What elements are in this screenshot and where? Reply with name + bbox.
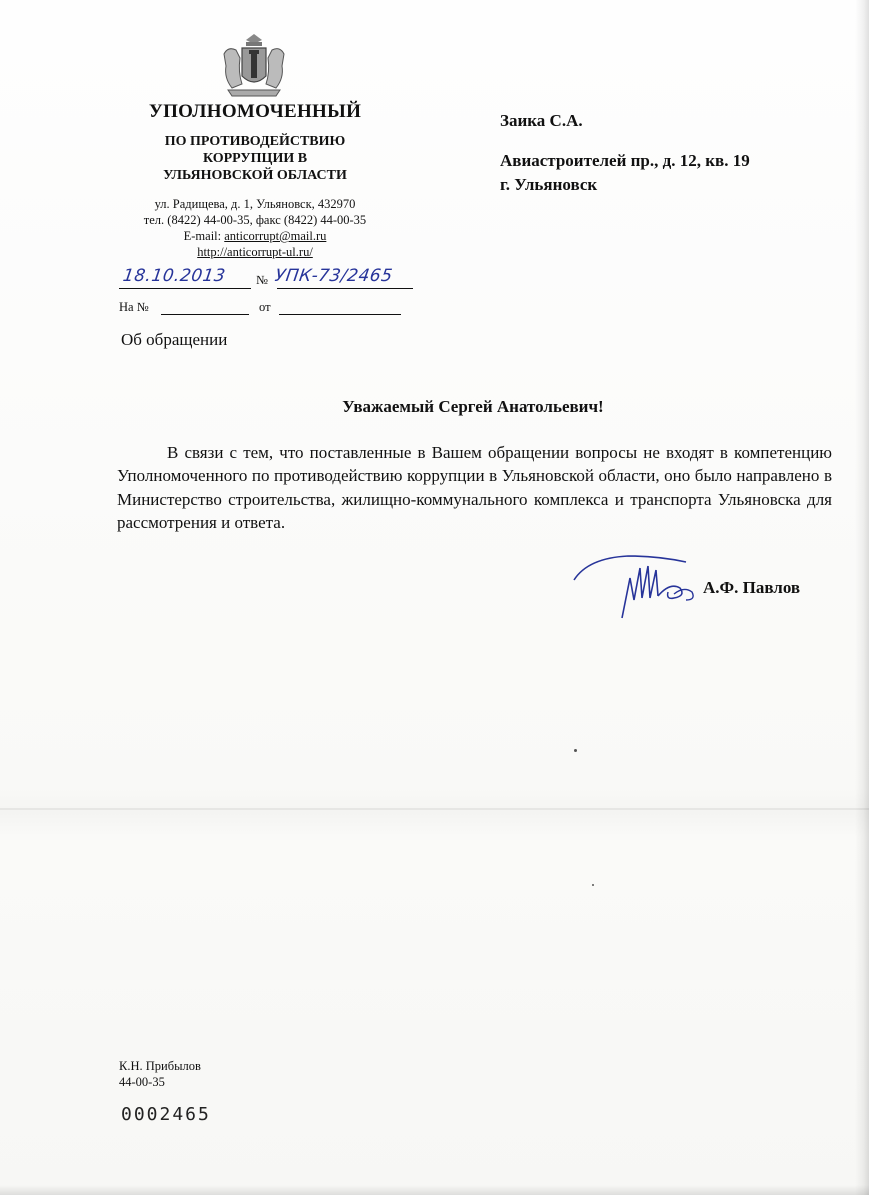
number-underline: [277, 288, 413, 289]
reply-from-label: от: [259, 300, 271, 314]
number-sign: №: [256, 273, 268, 287]
sender-subtitle: [105, 133, 405, 184]
letter-subject: Об обращении: [121, 330, 228, 349]
recipient-address-line2: г. Ульяновск: [500, 175, 598, 194]
registration-date: 18.10.2013: [121, 266, 227, 286]
paper-fold: [0, 808, 869, 810]
reply-number-blank: [161, 314, 249, 315]
body-paragraph: В связи с тем, что поставленные в Вашем обращении вопросы не входят в компетенцию Уполномоченного по противодействию коррупции в Ульяновской области, оно было направлено в Министерство строительства, жилищно-коммунального комплекса и транспорта Ульяновска для рассмотрения и ответа.: [117, 443, 832, 532]
sender-email-row: [105, 228, 405, 244]
sender-subtitle-line: УЛЬЯНОВСКОЙ ОБЛАСТИ: [163, 168, 347, 183]
paper-edge-shadow: [0, 1185, 869, 1195]
sender-contacts: [105, 196, 405, 260]
recipient-name: Заика С.А.: [500, 111, 583, 130]
executor-phone: 44-00-35: [119, 1075, 165, 1089]
sender-phone: тел. (8422) 44-00-35, факс (8422) 44-00-35: [143, 213, 367, 227]
recipient-address-line1: Авиастроителей пр., д. 12, кв. 19: [500, 151, 750, 170]
email-link[interactable]: anticorrupt@mail.ru: [224, 229, 327, 243]
registration-number: УПК-73/2465: [273, 266, 394, 286]
email-label: E-mail:: [183, 229, 225, 243]
paper-edge-shadow: [855, 0, 869, 1195]
greeting: Уважаемый Сергей Анатольевич!: [342, 397, 604, 416]
sender-subtitle-line: КОРРУПЦИИ В: [202, 151, 308, 166]
sender-address: ул. Радищева, д. 1, Ульяновск, 432970: [154, 197, 356, 211]
sender-subtitle-line: ПО ПРОТИВОДЕЙСТВИЮ: [164, 134, 346, 149]
signatory-name: А.Ф. Павлов: [703, 578, 801, 597]
executor-info: [119, 1058, 201, 1090]
sender-website-row: [105, 244, 405, 260]
reply-to-label: На №: [119, 300, 149, 314]
reply-reference-row: [119, 300, 419, 320]
document-number: 0002465: [121, 1104, 211, 1125]
sender-title: УПОЛНОМОЧЕННЫЙ: [148, 101, 362, 122]
registration-row: [119, 266, 419, 290]
letter-body: [117, 441, 832, 534]
website-link[interactable]: http://anticorrupt-ul.ru/: [197, 245, 313, 259]
paper-speck: [592, 884, 594, 886]
ulyanovsk-coat-of-arms-icon: [218, 32, 290, 98]
executor-name: К.Н. Прибылов: [119, 1059, 201, 1073]
date-underline: [119, 288, 251, 289]
reply-date-blank: [279, 314, 401, 315]
paper-speck: [574, 749, 577, 752]
handwritten-signature-icon: [570, 548, 700, 628]
